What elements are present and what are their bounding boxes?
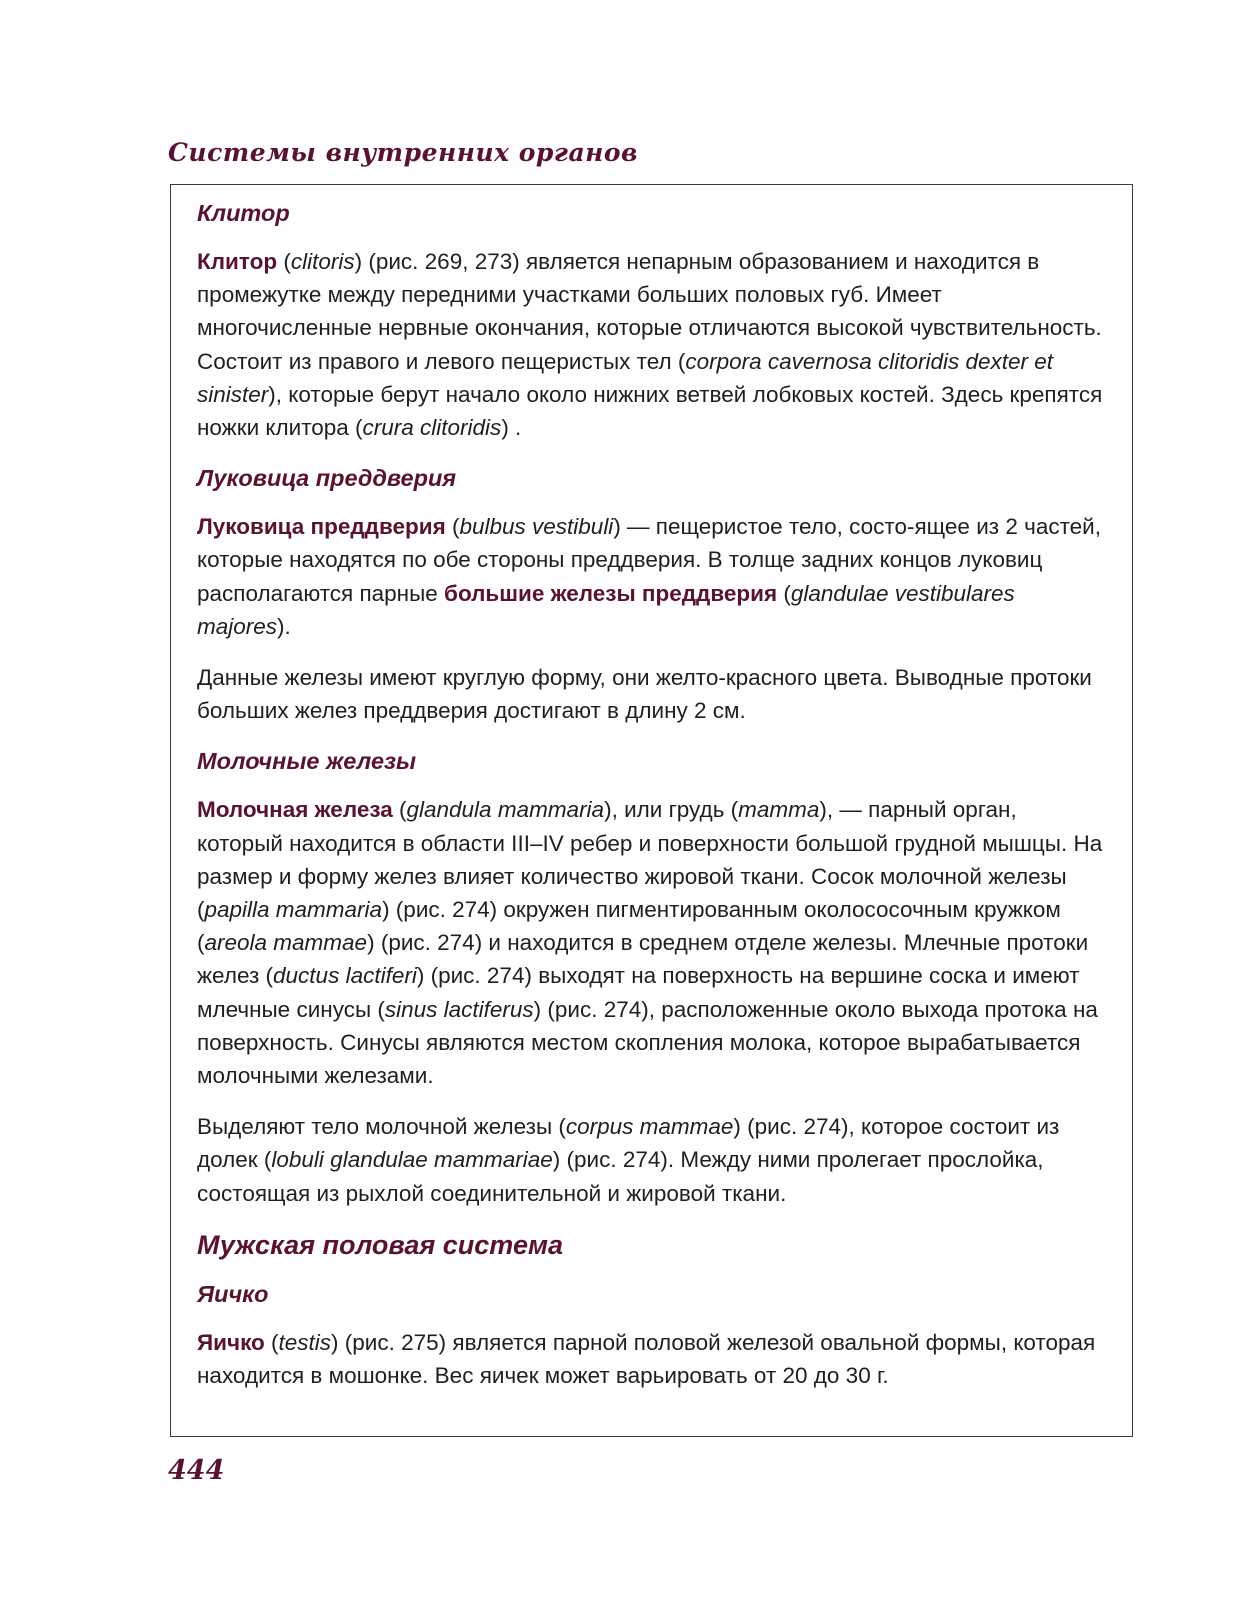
latin-sinus-lactiferus: sinus lactiferus — [384, 996, 534, 1022]
heading-klitor: Клитор — [197, 200, 290, 226]
latin-clitoris: clitoris — [290, 249, 355, 274]
running-head: Системы внутренних органов — [168, 138, 638, 167]
latin-corpus-mammae: corpus mammae — [565, 1114, 734, 1140]
latin-ductus-lactiferi: ductus lactiferi — [273, 963, 417, 989]
term-testis: Яичко — [197, 1329, 265, 1355]
paragraph-bulbus: Луковица преддверия (bulbus vestibuli) — пещеристое тело, состо-ящее из 2 частей, которые находятся по обе стороны преддверия. В толще задних концов луковиц располагаются парные большие железы преддверия (glandulae vestibulares majores). — [197, 514, 1101, 639]
latin-testis: testis — [278, 1329, 332, 1355]
latin-glandulae-vestibulares: glandulae vestibulares majores — [197, 580, 1015, 639]
latin-lobuli: lobuli glandulae mammariae — [271, 1147, 553, 1173]
term-bulbus: Луковица преддверия — [197, 514, 446, 540]
term-klitor: Клитор — [197, 249, 278, 274]
paragraph-mamma-2: Выделяют тело молочной железы (corpus mammae) (рис. 274), которое состоит из долек (lobuli glandulae mammariae) (рис. 274). Между ними пролегает прослойка, состоящая из рыхлой соединительной и жировой ткани. — [197, 1114, 1060, 1206]
latin-glandula-mammaria: glandula mammaria — [406, 797, 605, 823]
paragraph-klitor: Клитор (clitoris) (рис. 269, 273) является непарным образованием и находится в промежутке между передними участками больших половых губ. Имеет многочисленные нервные окончания, которые отличаются высокой чувствительность. Состоит из правого и левого пещеристых тел (corpora cavernosa clitoridis dexter et sinister), которые берут начало около нижних ветвей лобковых костей. Здесь крепятся ножки клитора (crura clitoridis) . — [197, 249, 1103, 441]
latin-mamma: mamma — [738, 797, 820, 823]
latin-bulbus-vestibuli: bulbus vestibuli — [459, 514, 614, 540]
latin-corpora-cavernosa: corpora cavernosa clitoridis dexter et sinister — [197, 348, 1054, 407]
latin-papilla-mammaria: papilla mammaria — [204, 897, 383, 923]
term-mamma: Молочная железа — [197, 797, 393, 823]
term-glandulae: большие железы преддверия — [444, 580, 778, 606]
heading-testis: Яичко — [197, 1280, 269, 1307]
paragraph-bulbus-2: Данные железы имеют круглую форму, они желто-красного цвета. Выводные протоки больших желез преддверия достигают в длину 2 см. — [197, 665, 1092, 724]
latin-areola-mammae: areola mammae — [204, 930, 368, 956]
paragraph-mamma: Молочная железа (glandula mammaria), или грудь (mamma), — парный орган, который находится в области III–IV ребер и поверхности большой грудной мышцы. На размер и форму желез влияет количество жировой ткани. Сосок молочной железы (papilla mammaria) (рис. 274) окружен пигментированным околососочным кружком (areola mammae) (рис. 274) и находится в среднем отделе железы. Млечные протоки желез (ductus lactiferi) (рис. 274) выходят на поверхность на вершине соска и имеют млечные синусы (sinus lactiferus) (рис. 274), расположенные около выхода протока на поверхность. Синусы являются местом скопления молока, которое вырабатывается молочными железами. — [197, 797, 1103, 1089]
heading-mamma: Молочные железы — [197, 748, 417, 775]
heading-male-system: Мужская половая система — [197, 1229, 563, 1260]
paragraph-testis: Яичко (testis) (рис. 275) является парной половой железой овальной формы, которая находится в мошонке. Вес яичек может варьировать от 20 до 30 г. — [197, 1329, 1096, 1389]
page-number: 444 — [168, 1455, 225, 1486]
heading-bulbus: Луковица преддверия — [197, 465, 457, 492]
page-content — [197, 198, 1107, 1392]
latin-crura-clitoridis: crura clitoridis — [362, 415, 502, 441]
